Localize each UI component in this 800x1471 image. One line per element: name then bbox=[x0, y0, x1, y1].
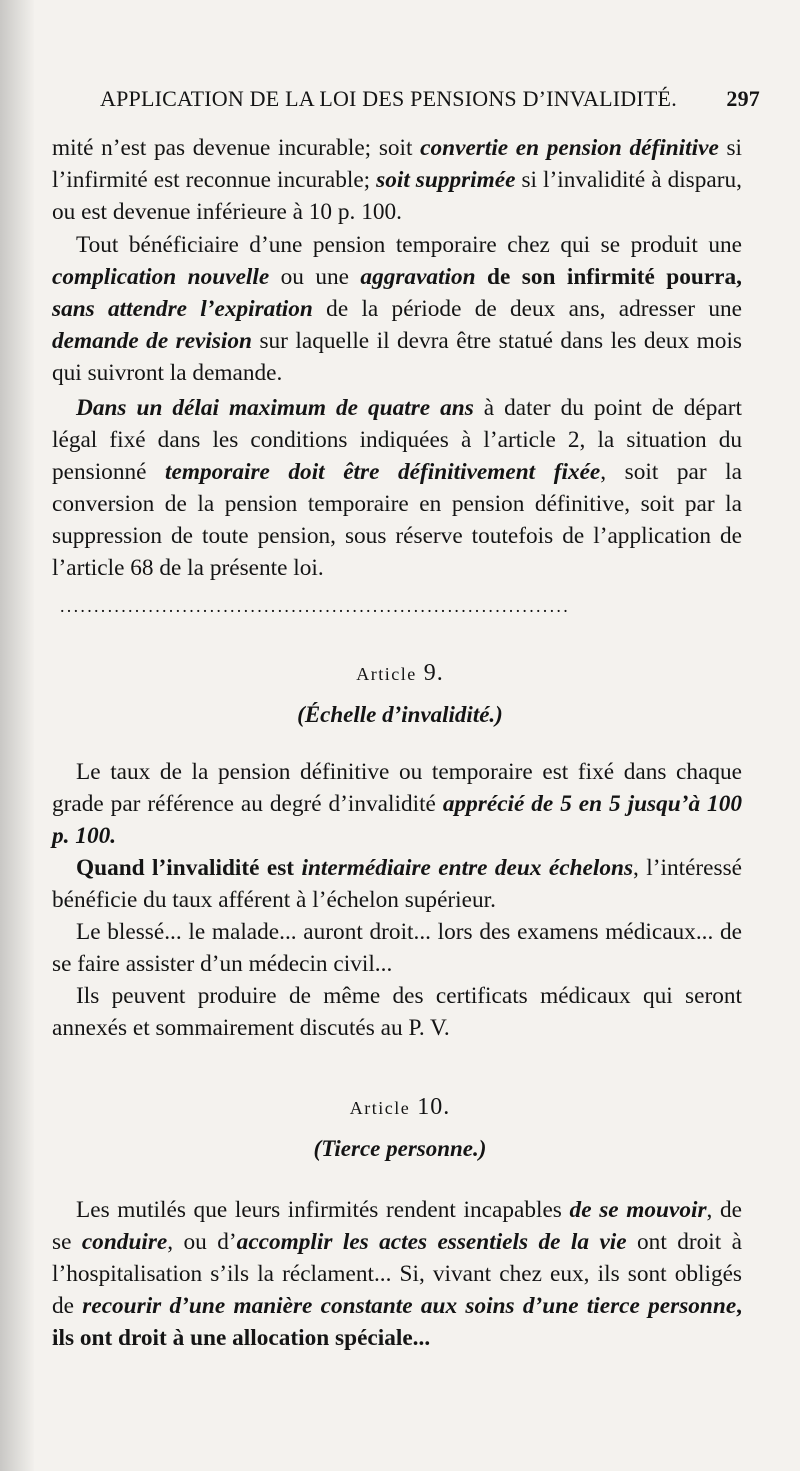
text-run: de la période de deux ans, adresser une bbox=[312, 296, 742, 322]
text-run: mité n’est pas devenue incurable; soit bbox=[52, 135, 421, 161]
page-edge-shadow bbox=[0, 0, 34, 1471]
text-run: à dater du point de départ légal fixé dans les conditions indiquées à l’article 2, la situation du pensionné bbox=[52, 395, 742, 485]
text-run: Quand l’invalidité est bbox=[76, 855, 302, 881]
emphasis-run: intermédiaire entre deux échelons bbox=[301, 855, 634, 881]
text-run: sur laquelle il devra être statué dans les deux mois qui suivront la demande. bbox=[52, 328, 742, 386]
emphasis-run: Dans un délai maximum de quatre ans bbox=[76, 395, 474, 421]
emphasis-run: recourir d’une manière constante aux soins d’une tierce personne bbox=[82, 1293, 737, 1319]
text-run: ont droit à l’hospitalisation s’ils la réclament... Si, vivant chez eux, ils sont obligés de bbox=[52, 1229, 743, 1319]
article-9-body bbox=[52, 756, 742, 1044]
text-run: Les mutilés que leurs infirmités rendent incapables bbox=[76, 1197, 570, 1223]
emphasis-run: sans attendre l’expiration bbox=[52, 296, 313, 322]
emphasis-run: de se mouvoir bbox=[569, 1197, 707, 1223]
emphasis-run: apprécié de 5 en 5 jusqu’à 100 p. 100. bbox=[52, 791, 742, 849]
article-10-heading bbox=[0, 1094, 800, 1121]
emphasis-run: demande de revision bbox=[52, 328, 252, 354]
running-title: APPLICATION DE LA LOI DES PENSIONS D’INVALIDITÉ. bbox=[100, 86, 677, 111]
text-run: si l’infirmité est reconnue incurable; bbox=[52, 135, 742, 193]
text-run: , l’intéressé bénéficie du taux afférent à l’échelon supérieur. bbox=[52, 855, 742, 913]
text-run: , ils ont droit à une allocation spéciale... bbox=[52, 1293, 742, 1351]
paragraph: Ils peuvent produire de même des certificats médicaux qui seront annexés et sommairement discutés au P. V. bbox=[52, 983, 742, 1041]
paragraph-continuation bbox=[52, 132, 742, 228]
text-run: , soit par la conversion de la pension temporaire en pension définitive, soit par la suppression de toute pension, sous réserve toutefois de l’application de l’article 68 de la présente loi. bbox=[52, 459, 742, 581]
article-9-subtitle: (Échelle d’invalidité.) bbox=[297, 702, 503, 727]
article-9-heading bbox=[0, 660, 800, 687]
text-run: , ou d’ bbox=[167, 1229, 237, 1255]
text-run: , de se bbox=[52, 1197, 743, 1255]
article-10-subtitle: (Tierce personne.) bbox=[313, 1136, 487, 1161]
emphasis-run: accomplir les actes essentiels de la vie bbox=[236, 1229, 627, 1255]
emphasis-run: convertie en pension définitive bbox=[420, 135, 719, 161]
paragraph: Le blessé... le malade... auront droit... lors des examens médicaux... de se faire assister d’un médecin civil... bbox=[52, 919, 742, 977]
article-label: Article bbox=[356, 664, 417, 684]
emphasis-run: temporaire doit être définitivement fixée bbox=[165, 459, 601, 485]
text-run: ou une bbox=[269, 264, 361, 290]
article-10-body bbox=[52, 1194, 742, 1354]
text-run: Le taux de la pension définitive ou temporaire est fixé dans chaque grade par référence au degré d’invalidité bbox=[52, 759, 742, 817]
paragraph-revision bbox=[52, 229, 742, 389]
text-run: de son infirmité pourra, bbox=[475, 264, 742, 290]
text-run: si l’invalidité à disparu, ou est devenue inférieure à 10 p. 100. bbox=[52, 167, 742, 225]
emphasis-run: aggravation bbox=[360, 264, 476, 290]
text-run: Tout bénéficiaire d’une pension temporaire chez qui se produit une bbox=[76, 232, 742, 258]
emphasis-run: complication nouvelle bbox=[52, 264, 270, 290]
article-number: 10. bbox=[417, 1094, 451, 1120]
emphasis-run: soit supprimée bbox=[376, 167, 516, 193]
article-label: Article bbox=[349, 1098, 411, 1118]
emphasis-run: conduire bbox=[81, 1229, 168, 1255]
ellipsis-divider: ........................................................................... bbox=[60, 596, 570, 616]
paragraph-delai bbox=[52, 392, 742, 584]
page-number: 297 bbox=[726, 86, 760, 111]
article-number: 9. bbox=[423, 660, 444, 686]
